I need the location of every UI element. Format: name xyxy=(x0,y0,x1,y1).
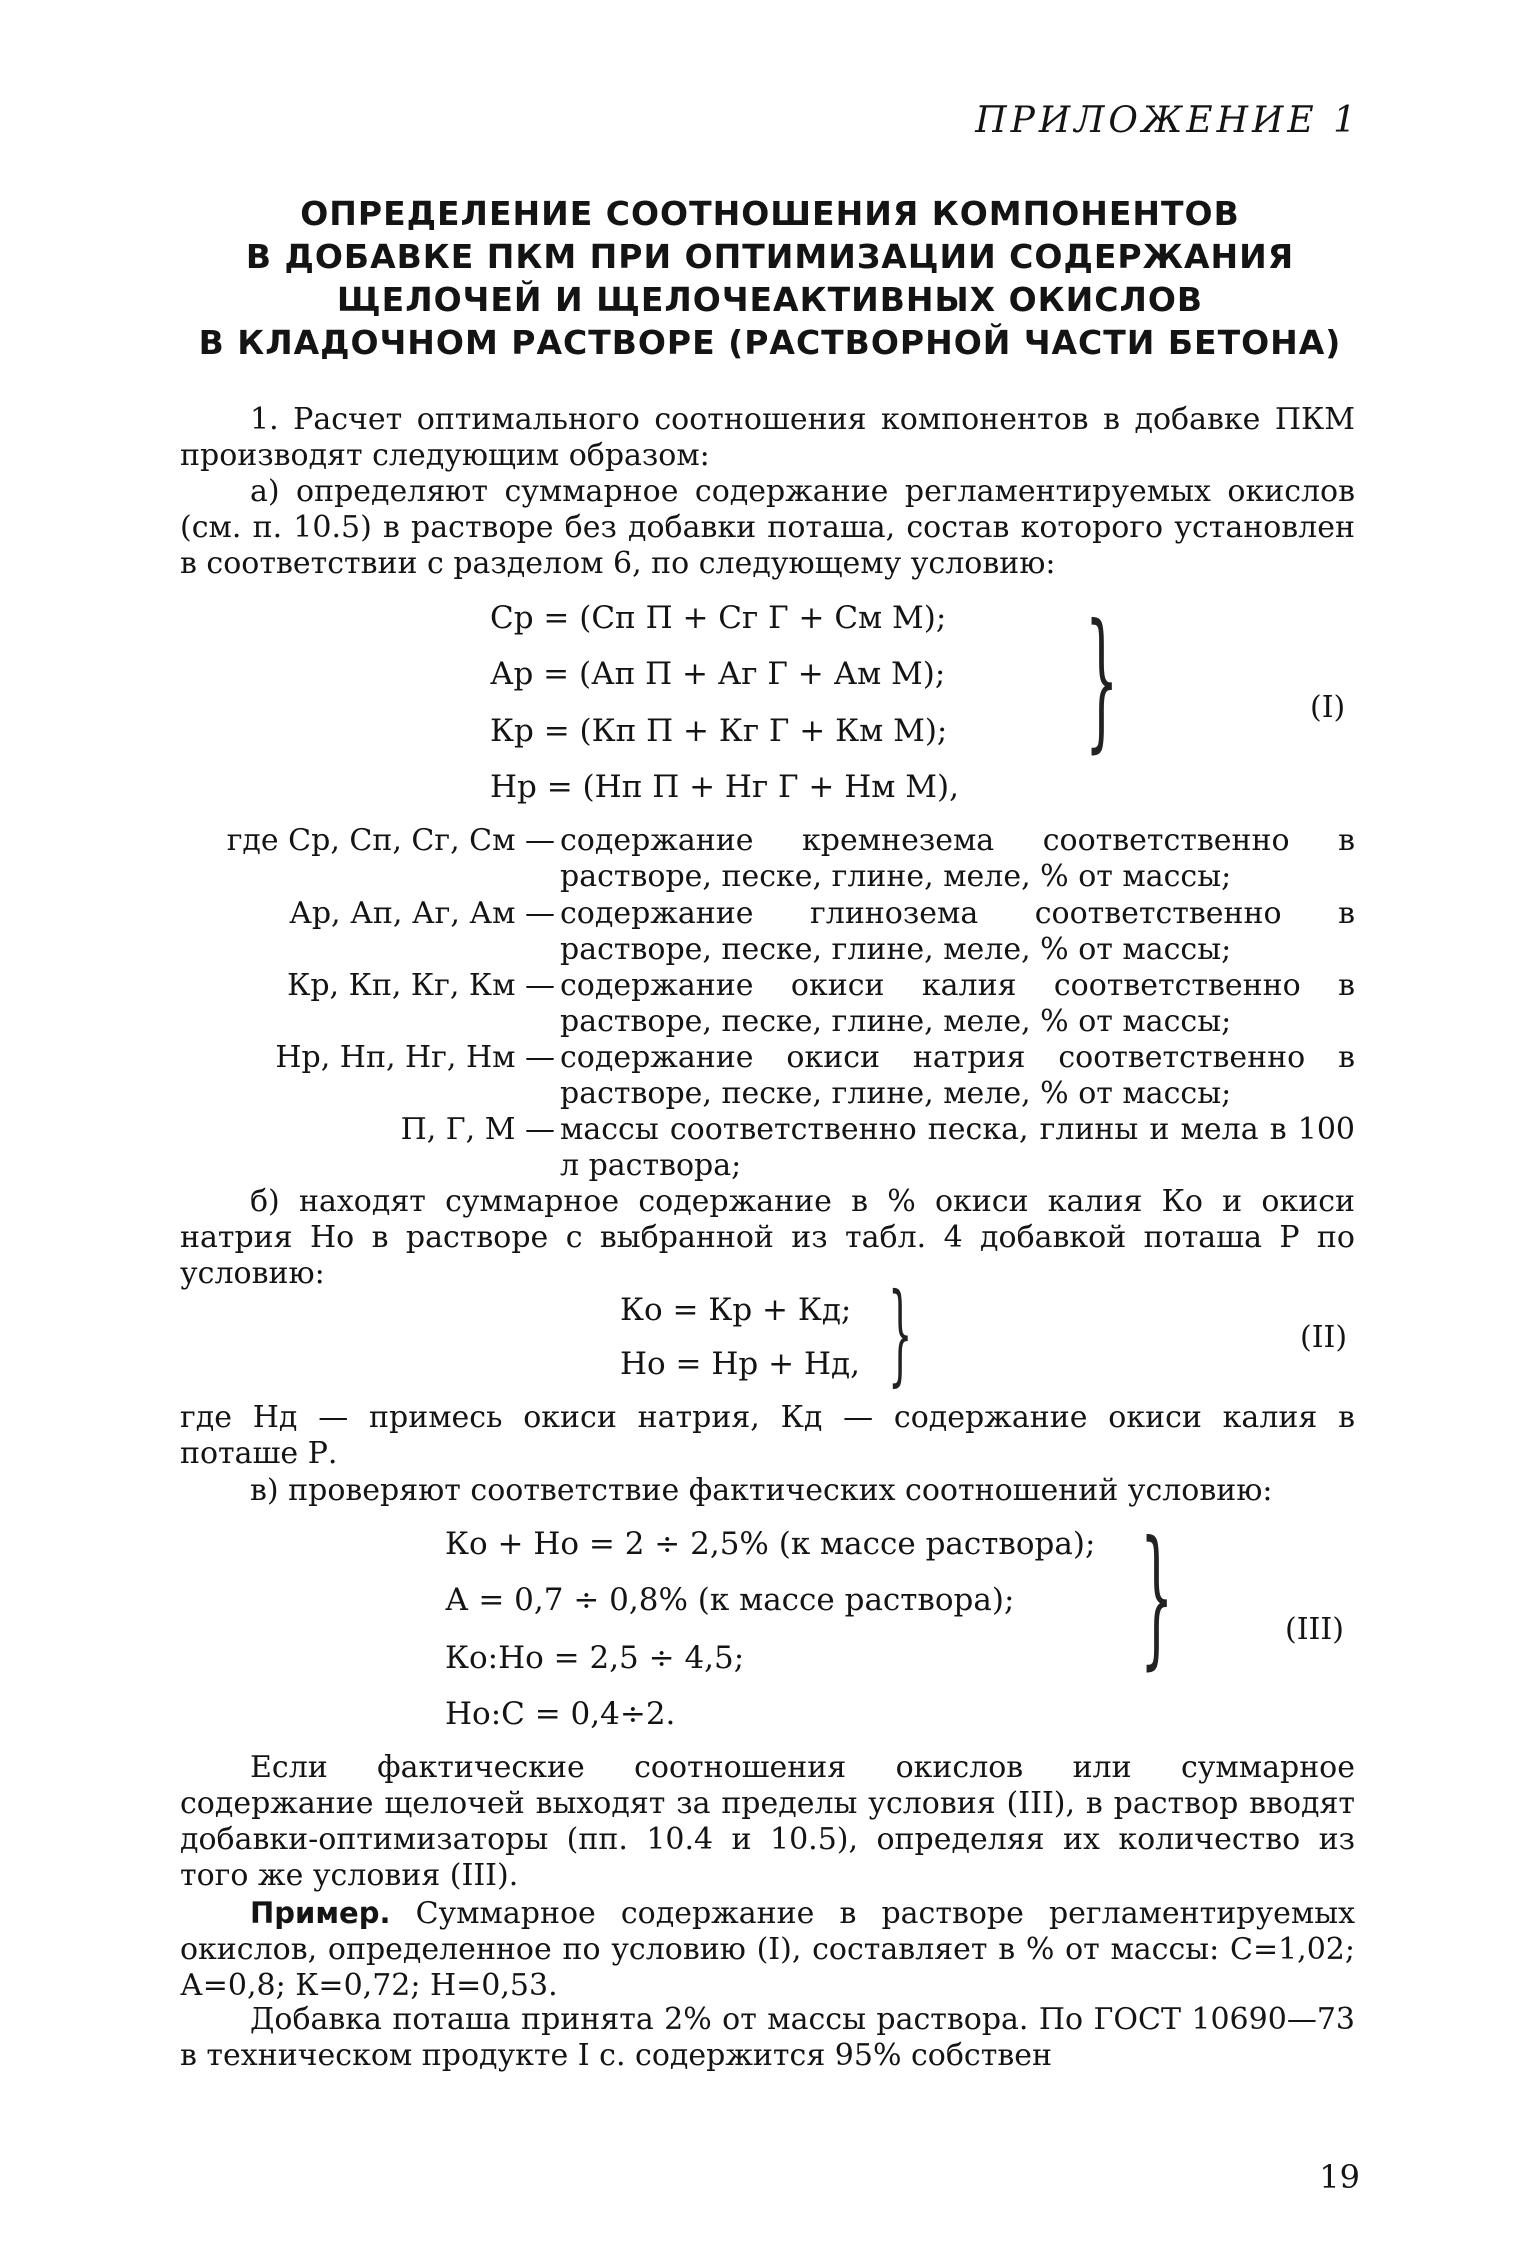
definition-term: Ар, Ап, Аг, Ам — xyxy=(289,896,555,931)
definition-term: Кр, Кп, Кг, Км — xyxy=(287,968,555,1003)
equation-line: А = 0,7 ÷ 0,8% (к массе раствора); xyxy=(445,1582,1015,1618)
definition-text: содержание глинозема соответственно в растворе, песке, глине, меле, % от массы; xyxy=(560,896,1355,967)
definition-paragraph: где Нд — примесь окиси натрия, Кд — содержание окиси калия в поташе Р. xyxy=(180,1400,1355,1471)
paragraph-last: Добавка поташа принята 2% от массы раствора. По ГОСТ 10690—73 в техническом продукте I с. содержится 95% собствен xyxy=(180,2002,1355,2073)
title-line: В КЛАДОЧНОМ РАСТВОРЕ (РАСТВОРНОЙ ЧАСТИ БЕТОНА) xyxy=(198,323,1342,362)
right-brace: } xyxy=(1140,1510,1174,1684)
document-title xyxy=(170,192,1370,364)
appendix-label: ПРИЛОЖЕНИЕ 1 xyxy=(975,100,1360,141)
equation-number: (I) xyxy=(1310,690,1346,725)
title-line: ЩЕЛОЧЕЙ И ЩЕЛОЧЕАКТИВНЫХ ОКИСЛОВ xyxy=(336,280,1204,319)
equation-number: (II) xyxy=(1300,1320,1348,1355)
definition-term: где Ср, Сп, Сг, См — xyxy=(226,823,555,858)
definition-text: массы соответственно песка, глины и мела в 100 л раствора; xyxy=(560,1112,1355,1183)
paragraph-a: а) определяют суммарное содержание регламентируемых окислов (см. п. 10.5) в растворе без добавки поташа, состав которого установлен в соответствии с разделом 6, по следующему условию: xyxy=(180,474,1355,581)
equation-number: (III) xyxy=(1285,1612,1344,1647)
definition-term: П, Г, М — xyxy=(400,1112,555,1147)
example-text: Суммарное содержание в растворе регламентируемых окислов, определенное по условию (I), составляет в % от массы: С=1,02; А=0,8; К=0,72; Н=0,53. xyxy=(180,1896,1355,2003)
paragraph-if: Если фактические соотношения окислов или суммарное содержание щелочей выходят за пределы условия (III), в раствор вводят добавки-оптимизаторы (пп. 10.4 и 10.5), определяя их количество из того же условия (III). xyxy=(180,1750,1355,1893)
equation-line: Нр = (Нп П + Нг Г + Нм М), xyxy=(490,769,959,805)
definition-text: содержание окиси калия соответственно в растворе, песке, глине, меле, % от массы; xyxy=(560,968,1355,1039)
equation-line: Но = Нр + Нд, xyxy=(620,1346,860,1382)
page-number: 19 xyxy=(1319,2158,1360,2196)
equation-line: Ко = Кр + Кд; xyxy=(620,1292,852,1328)
title-line: В ДОБАВКЕ ПКМ ПРИ ОПТИМИЗАЦИИ СОДЕРЖАНИЯ xyxy=(245,237,1295,276)
equation-line: Ар = (Ап П + Аг Г + Ам М); xyxy=(490,656,946,692)
definition-text: содержание кремнезема соответственно в растворе, песке, глине, меле, % от массы; xyxy=(560,823,1355,894)
equation-line: Ко + Но = 2 ÷ 2,5% (к массе раствора); xyxy=(445,1526,1096,1562)
paragraph-1: 1. Расчет оптимального соотношения компонентов в добавке ПКМ производят следующим образом: xyxy=(180,402,1355,473)
example-label: Пример. xyxy=(250,1896,391,1930)
right-brace: } xyxy=(1085,593,1119,767)
paragraph-v: в) проверяют соответствие фактических соотношений условию: xyxy=(250,1473,1273,1508)
equation-line: Но:С = 0,4÷2. xyxy=(445,1696,676,1732)
equation-line: Cр = (Cп П + Cг Г + Cм М); xyxy=(490,600,947,636)
definition-text: содержание окиси натрия соответственно в растворе, песке, глине, меле, % от массы; xyxy=(560,1040,1355,1111)
equation-line: Кр = (Кп П + Кг Г + Км М); xyxy=(490,713,948,749)
right-brace: } xyxy=(888,1269,913,1397)
paragraph-b: б) находят суммарное содержание в % окиси калия Ко и окиси натрия Но в растворе с выбранной из табл. 4 добавкой поташа Р по условию: xyxy=(180,1184,1355,1291)
example-paragraph xyxy=(180,1895,1355,2004)
definition-term: Нр, Нп, Нг, Нм — xyxy=(275,1040,555,1075)
title-line: ОПРЕДЕЛЕНИЕ СООТНОШЕНИЯ КОМПОНЕНТОВ xyxy=(300,194,1240,233)
equation-line: Ко:Но = 2,5 ÷ 4,5; xyxy=(445,1640,745,1676)
